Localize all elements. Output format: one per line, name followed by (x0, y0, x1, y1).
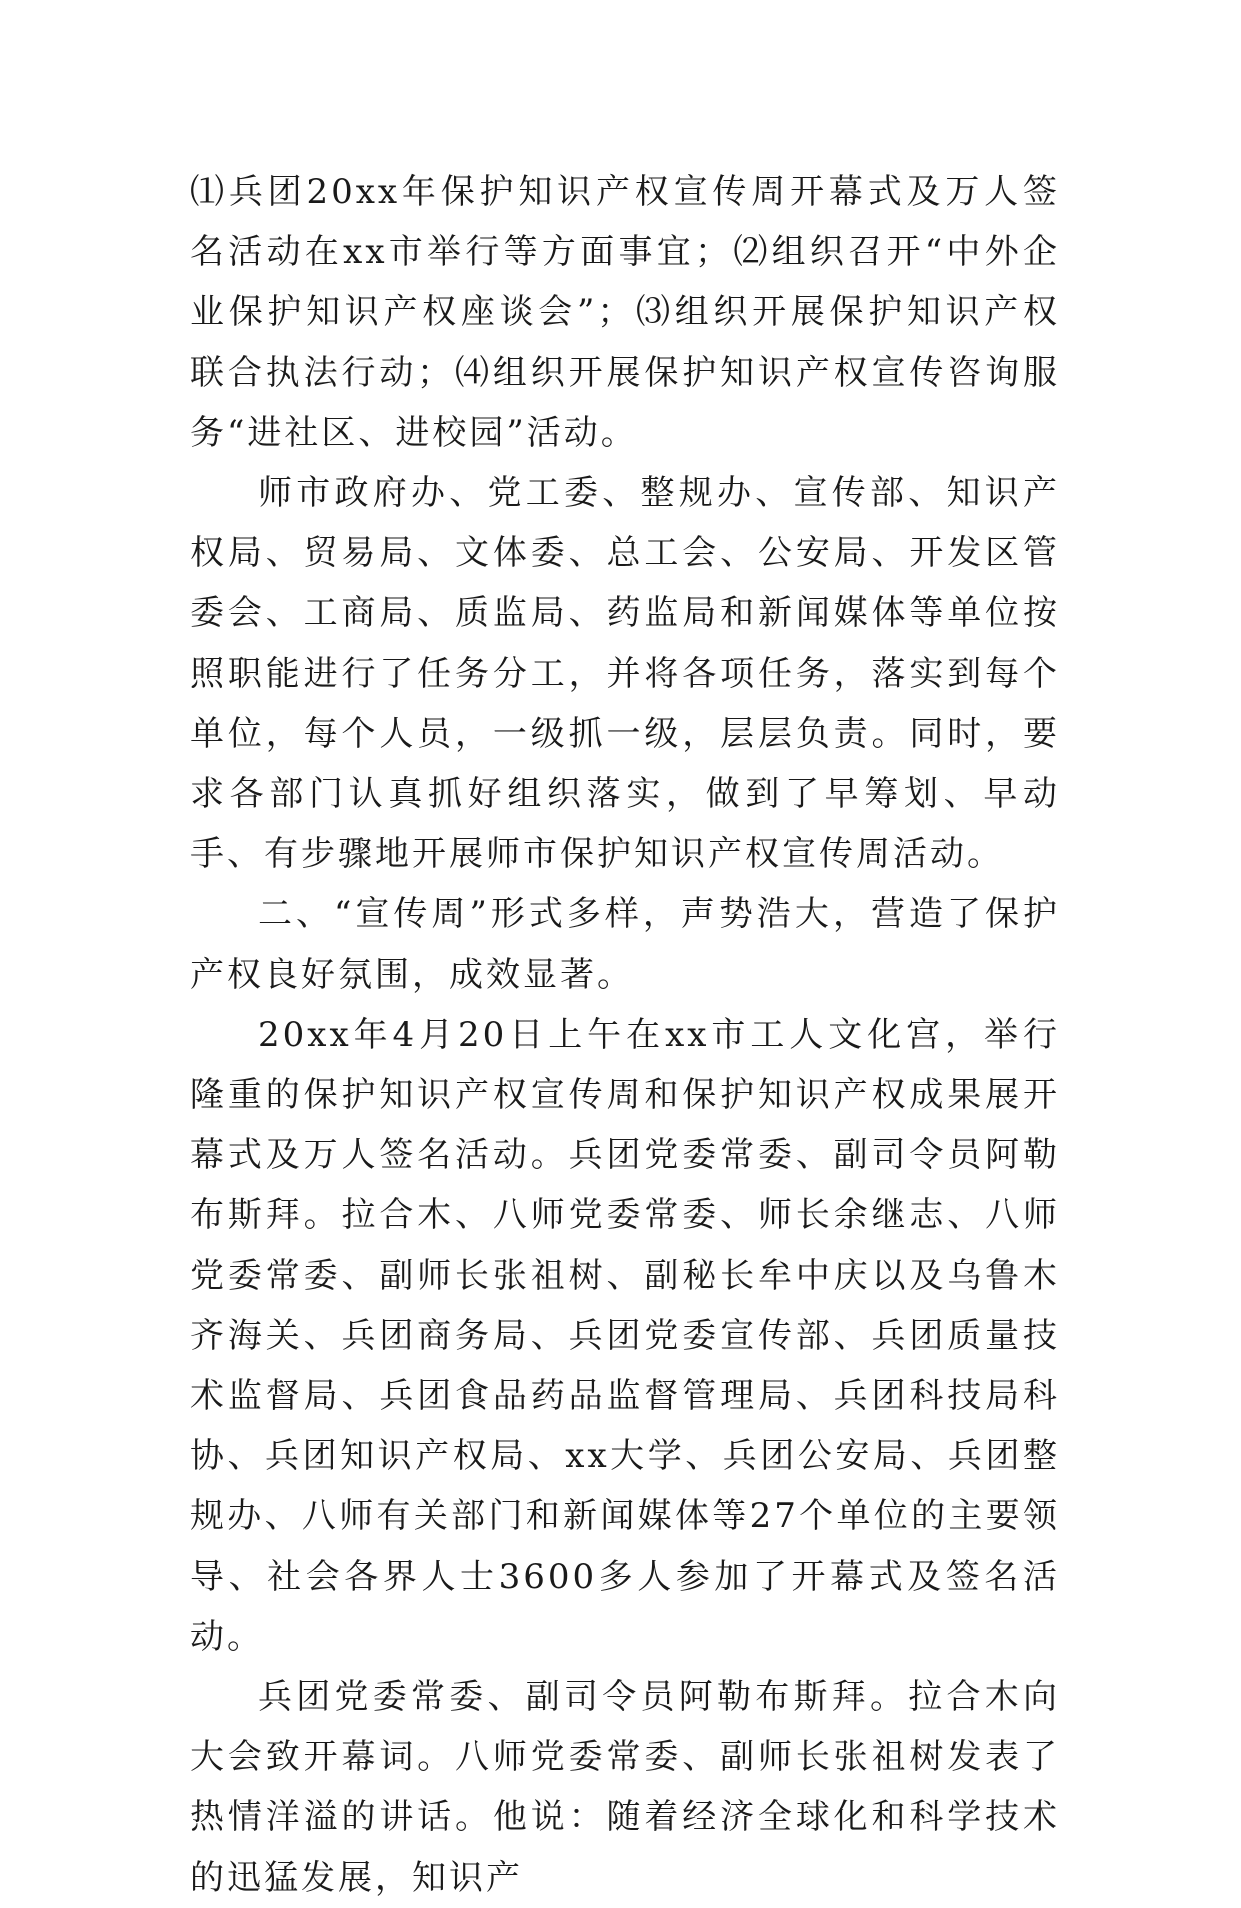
paragraph-tasks-list: ⑴兵团20xx年保护知识产权宣传周开幕式及万人签名活动在xx市举行等方面事宜；⑵组织召开“中外企业保护知识产权座谈会”；⑶组织开展保护知识产权联合执法行动；⑷组织开展保护知识产权宣传咨询服务“进社区、进校园”活动。 (190, 172, 1060, 453)
document-body (190, 162, 1060, 1908)
paragraph-division-of-labor: 师市政府办、党工委、整规办、宣传部、知识产权局、贸易局、文体委、总工会、公安局、开发区管委会、工商局、质监局、药监局和新闻媒体等单位按照职能进行了任务分工，并将各项任务，落实到每个单位，每个人员，一级抓一级，层层负责。同时，要求各部门认真抓好组织落实，做到了早筹划、早动手、有步骤地开展师市保护知识产权宣传周活动。 (190, 473, 1060, 875)
paragraph-section-heading-two: 二、“宣传周”形式多样，声势浩大，营造了保护产权良好氛围，成效显著。 (190, 894, 1060, 995)
paragraph-opening-ceremony: 20xx年4月20日上午在xx市工人文化宫，举行隆重的保护知识产权宣传周和保护知识产权成果展开幕式及万人签名活动。兵团党委常委、副司令员阿勒布斯拜。拉合木、八师党委常委、师长余继志、八师党委常委、副师长张祖树、副秘长牟中庆以及乌鲁木齐海关、兵团商务局、兵团党委宣传部、兵团质量技术监督局、兵团食品药品监督管理局、兵团科技局科协、兵团知识产权局、xx大学、兵团公安局、兵团整规办、八师有关部门和新闻媒体等27个单位的主要领导、社会各界人士3600多人参加了开幕式及签名活动。 (190, 1014, 1060, 1657)
paragraph-opening-speech: 兵团党委常委、副司令员阿勒布斯拜。拉合木向大会致开幕词。八师党委常委、副师长张祖树发表了热情洋溢的讲话。他说：随着经济全球化和科学技术的迅猛发展，知识产 (190, 1677, 1060, 1898)
